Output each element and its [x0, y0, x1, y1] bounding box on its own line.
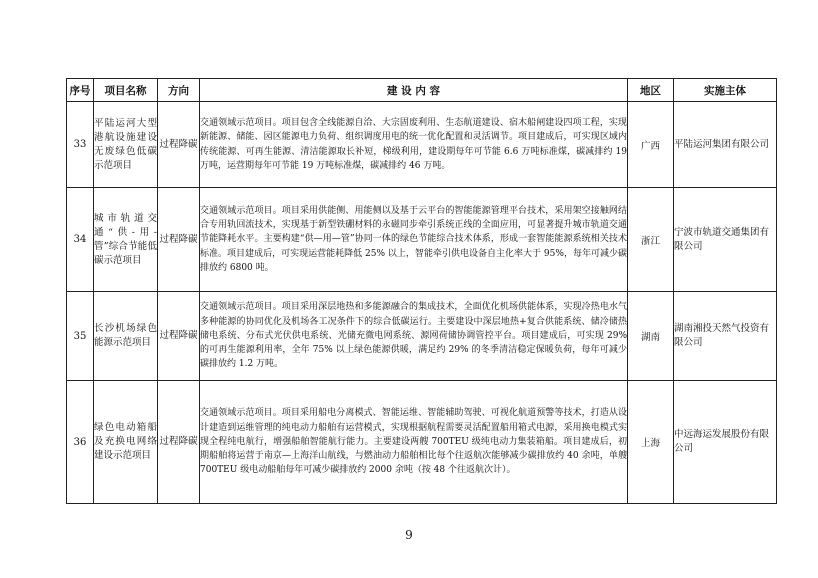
table-row [67, 381, 777, 504]
page-number: 9 [405, 528, 413, 542]
project-direction: 过程降碳 [158, 102, 200, 188]
project-name: 长沙机场绿色能源示范项目 [94, 292, 158, 381]
header-direction: 方向 [158, 79, 200, 102]
project-table [66, 78, 777, 504]
project-content: 交通领域示范项目。项目包含全线能源自洽、大宗固废利用、生态航道建设、宿木船闸建设四项工程，实现新能源、储能、园区能源电力负荷、组织调度用电的统一优化配置和灵活调节。项目建成后，可实现区域内传统能源、可再生能源、清洁能源取长补短，梯级利用，建设期每年可节能 6.6 万吨标准煤，碳减排约 19 万吨，运营期每年可节能 19 万吨标准煤，碳减排约 46 万吨。 [200, 102, 628, 188]
project-entity: 平陆运河集团有限公司 [674, 102, 777, 188]
row-number: 34 [67, 188, 94, 292]
project-direction: 过程降碳 [158, 292, 200, 381]
project-entity: 湖南湘投天然气投资有限公司 [674, 292, 777, 381]
row-number: 35 [67, 292, 94, 381]
project-content: 交通领域示范项目。项目采用供能侧、用能侧以及基于云平台的智能能源管理平台技术，采用架空接触网结合专用轨回流技术，实现基于新型铁硼材料的永磁同步牵引系统正线的全面应用，可显著提升城市轨道交通节能降耗水平。主要构建“供—用—管”协同一体的绿色节能综合技术体系，形成一套智能能源系统相关技术标准。项目建成后，可实现运营能耗降低 25% 以上，智能牵引供电设备自主化率大于 95%，每年可减少碳排放约 6800 吨。 [200, 188, 628, 292]
project-name: 平陆运河大型港航设施建设无废绿色低碳示范项目 [94, 102, 158, 188]
row-number: 33 [67, 102, 94, 188]
project-name: 绿色电动箱船及充换电网络建设示范项目 [94, 381, 158, 504]
table-row [67, 292, 777, 381]
header-name: 项目名称 [94, 79, 158, 102]
table-row [67, 102, 777, 188]
header-region: 地区 [628, 79, 674, 102]
project-region: 广西 [628, 102, 674, 188]
header-entity: 实施主体 [674, 79, 777, 102]
project-region: 浙江 [628, 188, 674, 292]
project-content: 交通领域示范项目。项目采用船电分离模式、智能运维、智能辅助驾驶、可视化航道预警等技术，打造从设计建造到运维管理的纯电动力船舶有运营模式，实现根据航程需要灵活配置船用箱式电源，采用换电模式实现全程纯电航行，增强船舶智能航行能力。主要建设两艘 700TEU 级纯电动力集装箱船。项目建成后，初期船舶将运营于南京—上海洋山航线，与燃油动力船舶相比每个往返航次能够减少碳排放约 40 余吨，单艘 700TEU 级电动船舶每年可减少碳排放约 2000 余吨（按 48 个往返航次计）。 [200, 381, 628, 504]
project-entity: 中远海运发展股份有限公司 [674, 381, 777, 504]
row-number: 36 [67, 381, 94, 504]
project-name: 城市轨道交通“供-用-管”综合节能低碳示范项目 [94, 188, 158, 292]
project-region: 湖南 [628, 292, 674, 381]
project-content: 交通领域示范项目。项目采用深层地热和多能源融合的集成技术，全面优化机场供能体系，实现冷热电水气多种能源的协同优化及机场各工况条件下的综合低碳运行。主要建设中深层地热+复合供能系统、储冷储热储电系统、分布式光伏供电系统、光储充微电网系统、源网荷储协调管控平台。项目建成后，可实现 29% 的可再生能源利用率，全年 75% 以上绿色能源供暖，满足约 29% 的冬季清洁稳定保暖负荷，每年可减少碳排放约 1.2 万吨。 [200, 292, 628, 381]
header-content: 建 设 内 容 [200, 79, 628, 102]
project-region: 上海 [628, 381, 674, 504]
header-no: 序号 [67, 79, 94, 102]
project-direction: 过程降碳 [158, 188, 200, 292]
project-entity: 宁波市轨道交通集团有限公司 [674, 188, 777, 292]
project-direction: 过程降碳 [158, 381, 200, 504]
table-row [67, 188, 777, 292]
table-header-row [67, 79, 777, 102]
